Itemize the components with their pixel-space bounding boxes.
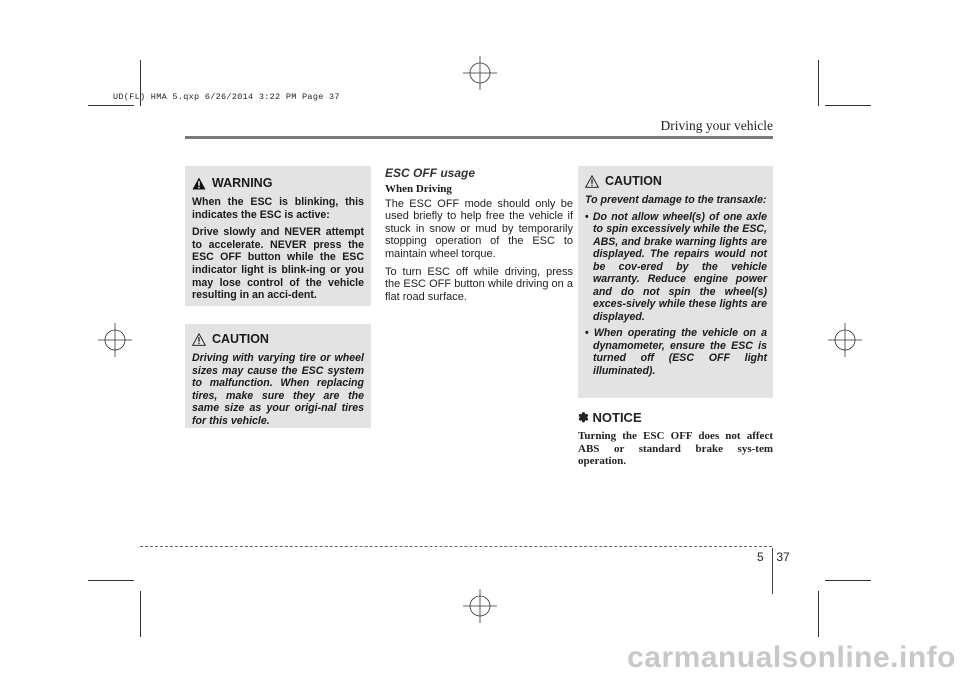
registration-mark-icon [828, 323, 862, 357]
crop-mark [88, 580, 134, 581]
section-subheading: When Driving [385, 183, 452, 195]
caution-title: CAUTION [212, 332, 269, 346]
chapter-number: 5 [757, 550, 764, 564]
caution-triangle-icon [585, 175, 599, 188]
warning-title: WARNING [212, 176, 273, 190]
crop-mark [818, 591, 819, 637]
caution-bullet-list [585, 211, 767, 378]
registration-mark-icon [98, 323, 132, 357]
caution-intro: To prevent damage to the transaxle: [585, 194, 767, 206]
crop-mark [825, 105, 871, 106]
caution-title-row [192, 332, 364, 346]
header-rule [185, 136, 773, 139]
crop-mark [88, 105, 134, 106]
caution-text: Driving with varying tire or wheel sizes may cause the ESC system to malfunction. When replacing tires, make sure they are the same size as your origi-nal tires for this vehicle. [192, 352, 364, 427]
caution-title: CAUTION [605, 174, 662, 188]
list-item: • Do not allow wheel(s) of one axle to spin excessively while the ESC, ABS, and brake warning lights are displayed. The repairs would not be cov-ered by the vehicle warranty. Reduce engine power and do not spin the wheel(s) exces-sively while these lights are displayed. [585, 210, 767, 323]
warning-text: Drive slowly and NEVER attempt to accelerate. NEVER press the ESC OFF button while the ESC indicator light is blink-ing or you may lose control of the vehicle resulting in an acci-dent. [192, 226, 364, 302]
warning-triangle-icon [192, 177, 206, 190]
crop-mark [140, 591, 141, 637]
notice-text: Turning the ESC OFF does not affect ABS or standard brake sys-tem operation. [578, 430, 773, 467]
registration-mark-icon [463, 589, 497, 623]
footer-rule [140, 546, 772, 547]
caution-panel [185, 324, 371, 428]
registration-mark-icon [463, 56, 497, 90]
list-item: • When operating the vehicle on a dynamometer, ensure the ESC is turned off (ESC OFF light illuminated). [585, 327, 768, 377]
section-heading: ESC OFF usage [385, 166, 476, 180]
caution-triangle-icon [192, 333, 206, 346]
page-number-value: 37 [776, 550, 790, 564]
notice-title: ✽ NOTICE [578, 410, 642, 425]
watermark: carmanualsonline.info [627, 641, 956, 674]
warning-panel [185, 166, 371, 306]
running-head: Driving your vehicle [660, 118, 773, 133]
warning-title-row [192, 176, 364, 190]
body-paragraph: The ESC OFF mode should only be used briefly to help free the vehicle if stuck in snow or mud by temporarily stopping operation of the ESC to maintain wheel torque. [385, 198, 573, 260]
crop-mark [818, 60, 819, 106]
print-slug: UD(FL) HMA 5.qxp 6/26/2014 3:22 PM Page 37 [113, 92, 340, 102]
caution-panel-transaxle [578, 166, 773, 398]
caution-title-row [585, 174, 767, 188]
body-paragraph: To turn ESC off while driving, press the ESC OFF button while driving on a flat road surface. [385, 266, 573, 303]
warning-text: When the ESC is blinking, this indicates the ESC is active: [192, 196, 364, 221]
notice-section [578, 410, 773, 468]
esc-off-section [385, 166, 573, 309]
crop-mark [825, 580, 871, 581]
page-number [757, 550, 790, 564]
